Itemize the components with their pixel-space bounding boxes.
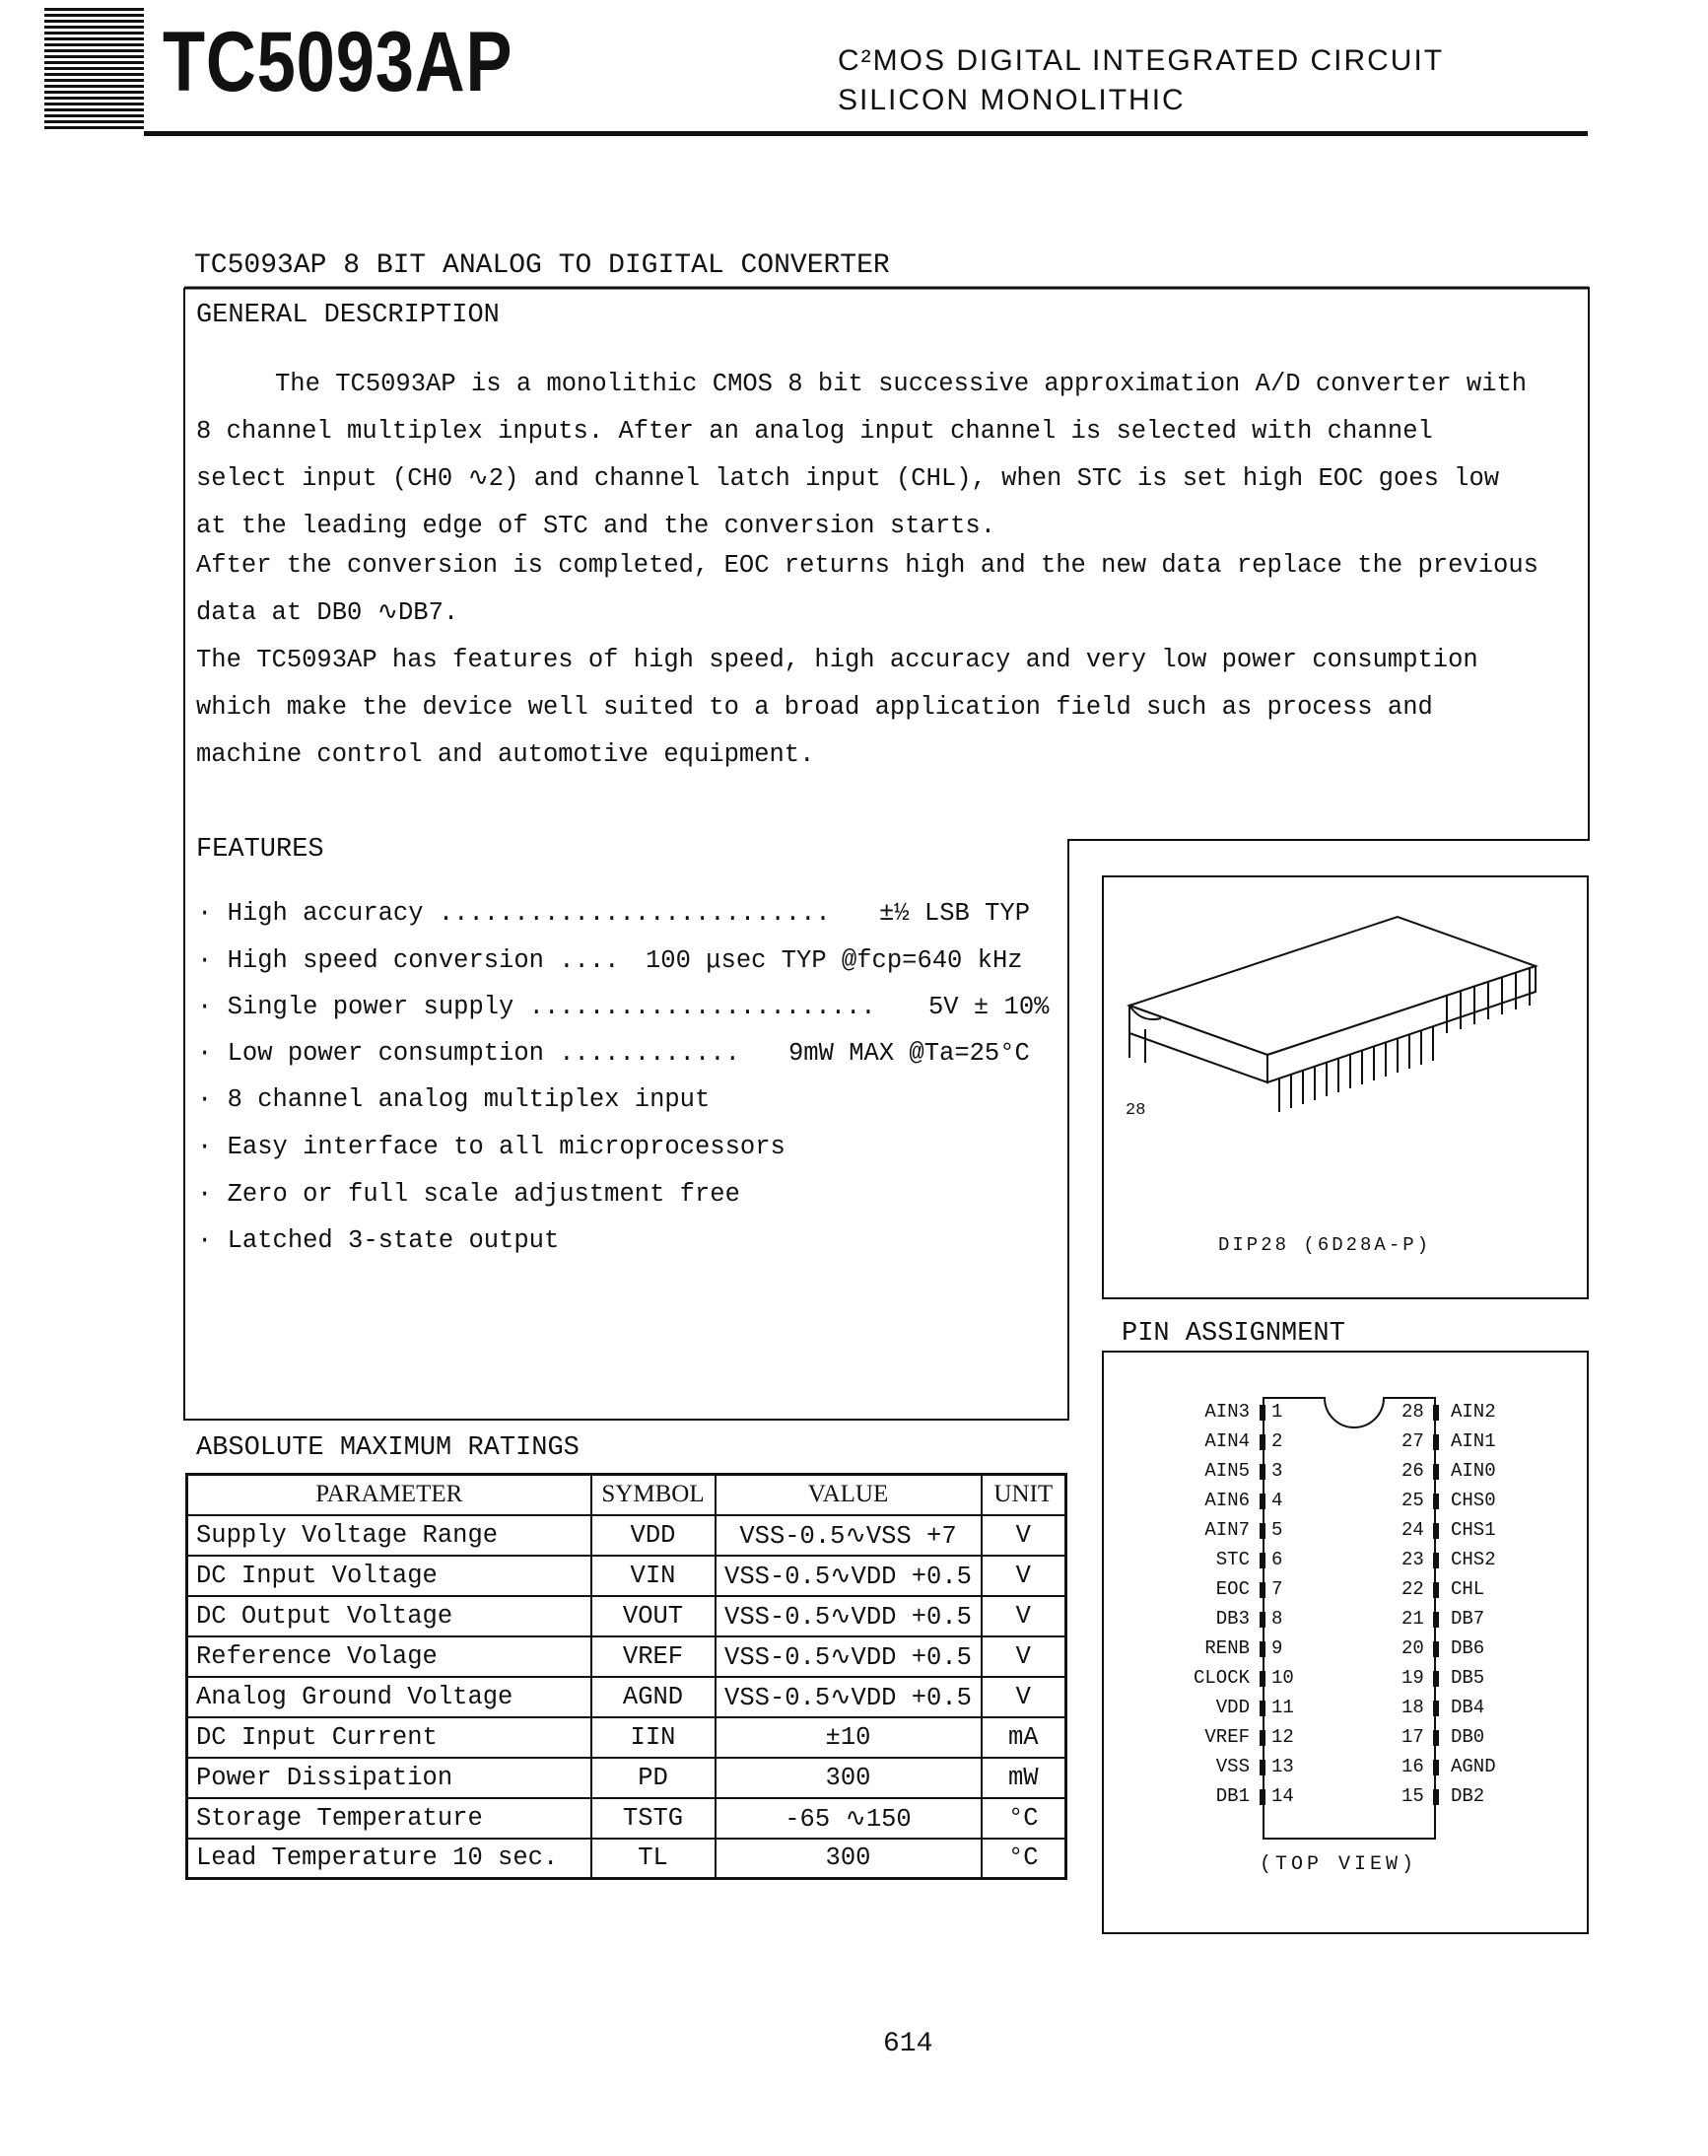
gd-line: select input (CH0 ∿2) and channel latch input (CHL), when STC is set high EOC goes low xyxy=(196,464,1500,493)
table-row xyxy=(187,1717,1066,1758)
cell-unit: °C xyxy=(982,1798,1066,1839)
cell-symbol: VREF xyxy=(591,1636,716,1677)
pin-mark xyxy=(1260,1612,1265,1628)
pin-mark xyxy=(1260,1582,1265,1598)
pin-name: AIN5 xyxy=(1204,1460,1250,1482)
gd-line: machine control and automotive equipment. xyxy=(196,740,815,769)
table-row xyxy=(187,1556,1066,1596)
pin-mark xyxy=(1433,1464,1439,1480)
pin-number: 13 xyxy=(1271,1756,1294,1777)
pin-assignment-heading: PIN ASSIGNMENT xyxy=(1122,1319,1345,1349)
gd-line: The TC5093AP is a monolithic CMOS 8 bit successive approximation A/D converter with xyxy=(275,370,1528,398)
cell-parameter: Reference Volage xyxy=(187,1636,591,1677)
cell-symbol: VIN xyxy=(591,1556,716,1596)
pin-name: DB6 xyxy=(1451,1637,1485,1659)
cell-parameter: DC Input Voltage xyxy=(187,1556,591,1596)
cell-symbol: TL xyxy=(591,1839,716,1879)
cell-unit: mA xyxy=(982,1717,1066,1758)
pin-mark xyxy=(1433,1494,1439,1509)
pin-name: STC xyxy=(1215,1549,1250,1570)
col-header-value: VALUE xyxy=(716,1475,982,1515)
pin-mark xyxy=(1260,1434,1265,1450)
pin-mark xyxy=(1433,1701,1439,1716)
pin-name: CHL xyxy=(1451,1578,1485,1600)
feature-label: · Latched 3-state output xyxy=(197,1226,560,1255)
pin-number: 21 xyxy=(1401,1608,1424,1630)
feature-label: · Low power consumption ............ xyxy=(197,1039,740,1068)
pin-mark xyxy=(1433,1612,1439,1628)
pin-mark xyxy=(1433,1730,1439,1746)
pin-name: RENB xyxy=(1204,1637,1250,1659)
pin-number: 26 xyxy=(1401,1460,1424,1482)
pin-name: DB4 xyxy=(1451,1697,1485,1718)
pin-number: 3 xyxy=(1271,1460,1283,1482)
cell-value: VSS-0.5∿VSS +7 xyxy=(716,1515,982,1556)
pin-number: 27 xyxy=(1401,1430,1424,1452)
pin-diagram-caption: (TOP VIEW) xyxy=(1260,1853,1418,1876)
header-line-1: C²MOS DIGITAL INTEGRATED CIRCUIT xyxy=(838,44,1445,77)
pin-mark xyxy=(1260,1523,1265,1539)
pin-number: 24 xyxy=(1401,1519,1424,1541)
pin-mark xyxy=(1260,1405,1265,1421)
feature-label: · Single power supply ....................... xyxy=(197,993,876,1021)
part-number: TC5093AP xyxy=(163,15,513,109)
pin-name: AIN1 xyxy=(1451,1430,1496,1452)
gd-line: After the conversion is completed, EOC returns high and the new data replace the previous xyxy=(196,551,1538,580)
cell-value: 300 xyxy=(716,1758,982,1798)
cell-value: VSS-0.5∿VDD +0.5 xyxy=(716,1677,982,1717)
table-row xyxy=(187,1758,1066,1798)
pin-mark xyxy=(1260,1671,1265,1687)
cell-unit: V xyxy=(982,1515,1066,1556)
pin-mark xyxy=(1260,1464,1265,1480)
cell-symbol: TSTG xyxy=(591,1798,716,1839)
pin-mark xyxy=(1433,1641,1439,1657)
page-number: 614 xyxy=(883,2029,933,2059)
package-caption: DIP28 (6D28A-P) xyxy=(1218,1234,1432,1256)
cell-parameter: DC Output Voltage xyxy=(187,1596,591,1636)
pin-number: 22 xyxy=(1401,1578,1424,1600)
cell-unit: mW xyxy=(982,1758,1066,1798)
pin-name: DB0 xyxy=(1451,1726,1485,1748)
pin-mark xyxy=(1433,1789,1439,1805)
pin-mark xyxy=(1260,1701,1265,1716)
cell-value: VSS-0.5∿VDD +0.5 xyxy=(716,1596,982,1636)
cell-parameter: Lead Temperature 10 sec. xyxy=(187,1839,591,1879)
table-header-row xyxy=(187,1475,1066,1515)
feature-value: ±½ LSB TYP xyxy=(879,899,1031,928)
table-row xyxy=(187,1839,1066,1879)
pin-number: 8 xyxy=(1271,1608,1283,1630)
table-row xyxy=(187,1515,1066,1556)
pin-name: AIN0 xyxy=(1451,1460,1496,1482)
pin-number: 6 xyxy=(1271,1549,1283,1570)
cell-parameter: Analog Ground Voltage xyxy=(187,1677,591,1717)
cell-value: VSS-0.5∿VDD +0.5 xyxy=(716,1636,982,1677)
feature-label: · Zero or full scale adjustment free xyxy=(197,1180,740,1209)
pin-name: AGND xyxy=(1451,1756,1496,1777)
cell-symbol: IIN xyxy=(591,1717,716,1758)
document-title: TC5093AP 8 BIT ANALOG TO DIGITAL CONVERTER xyxy=(194,250,890,281)
col-header-symbol: SYMBOL xyxy=(591,1475,716,1515)
pin-number: 20 xyxy=(1401,1637,1424,1659)
table-row xyxy=(187,1798,1066,1839)
pin-number: 17 xyxy=(1401,1726,1424,1748)
pin-mark xyxy=(1260,1553,1265,1568)
pin-name: AIN7 xyxy=(1204,1519,1250,1541)
feature-value: 5V ± 10% xyxy=(928,993,1050,1021)
pin-name: CLOCK xyxy=(1193,1667,1250,1689)
feature-value: 9mW MAX @Ta=25°C xyxy=(788,1039,1030,1068)
pin-name: DB7 xyxy=(1451,1608,1485,1630)
pin-name: VSS xyxy=(1215,1756,1250,1777)
general-description-heading: GENERAL DESCRIPTION xyxy=(196,301,500,330)
pin-name: AIN2 xyxy=(1451,1401,1496,1423)
pin-name: CHS1 xyxy=(1451,1519,1496,1541)
pin-name: DB2 xyxy=(1451,1785,1485,1807)
pin-number: 23 xyxy=(1401,1549,1424,1570)
pin-mark xyxy=(1433,1553,1439,1568)
cell-unit: V xyxy=(982,1596,1066,1636)
gd-line: The TC5093AP has features of high speed, high accuracy and very low power consumption xyxy=(196,646,1478,674)
pin-name: EOC xyxy=(1215,1578,1250,1600)
cell-value: 300 xyxy=(716,1839,982,1879)
pin-mark xyxy=(1260,1789,1265,1805)
gd-line: which make the device well suited to a broad application field such as process and xyxy=(196,693,1433,722)
absolute-maximum-ratings-table xyxy=(185,1473,1067,1880)
gd-line: data at DB0 ∿DB7. xyxy=(196,598,459,627)
pin-number: 11 xyxy=(1271,1697,1294,1718)
pin-28-marker: 28 xyxy=(1126,1101,1146,1120)
pin-mark xyxy=(1433,1582,1439,1598)
features-heading: FEATURES xyxy=(196,835,324,865)
gd-line: 8 channel multiplex inputs. After an analog input channel is selected with channel xyxy=(196,417,1433,446)
feature-label: · Easy interface to all microprocessors xyxy=(197,1133,786,1161)
pin-name: CHS2 xyxy=(1451,1549,1496,1570)
pin-number: 19 xyxy=(1401,1667,1424,1689)
feature-label: · High speed conversion .... xyxy=(197,946,620,975)
pin-number: 28 xyxy=(1401,1401,1424,1423)
col-header-parameter: PARAMETER xyxy=(187,1475,591,1515)
table-row xyxy=(187,1677,1066,1717)
cell-unit: V xyxy=(982,1677,1066,1717)
pin-number: 1 xyxy=(1271,1401,1283,1423)
pin-mark xyxy=(1260,1494,1265,1509)
pin-name: CHS0 xyxy=(1451,1490,1496,1511)
feature-label: · High accuracy .......................... xyxy=(197,899,831,928)
cell-value: -65 ∿150 xyxy=(716,1798,982,1839)
cell-symbol: AGND xyxy=(591,1677,716,1717)
pin-number: 9 xyxy=(1271,1637,1283,1659)
feature-value: 100 μsec TYP @fcp=640 kHz xyxy=(646,946,1023,975)
pin-mark xyxy=(1260,1641,1265,1657)
pin-mark xyxy=(1433,1434,1439,1450)
pin-number: 15 xyxy=(1401,1785,1424,1807)
pin-name: AIN4 xyxy=(1204,1430,1250,1452)
table-row xyxy=(187,1596,1066,1636)
pin-mark xyxy=(1433,1671,1439,1687)
pin-mark xyxy=(1433,1760,1439,1775)
gd-line: at the leading edge of STC and the conversion starts. xyxy=(196,512,996,540)
pin-number: 10 xyxy=(1271,1667,1294,1689)
pin-name: DB1 xyxy=(1215,1785,1250,1807)
pin-mark xyxy=(1260,1760,1265,1775)
pin-name: AIN6 xyxy=(1204,1490,1250,1511)
pin-mark xyxy=(1433,1405,1439,1421)
col-header-unit: UNIT xyxy=(982,1475,1066,1515)
cell-parameter: DC Input Current xyxy=(187,1717,591,1758)
cell-unit: V xyxy=(982,1556,1066,1596)
ratings-heading: ABSOLUTE MAXIMUM RATINGS xyxy=(196,1433,580,1463)
cell-value: ±10 xyxy=(716,1717,982,1758)
pin-number: 14 xyxy=(1271,1785,1294,1807)
cell-unit: V xyxy=(982,1636,1066,1677)
pin-number: 25 xyxy=(1401,1490,1424,1511)
feature-label: · 8 channel analog multiplex input xyxy=(197,1085,711,1114)
pin-name: DB3 xyxy=(1215,1608,1250,1630)
pin-number: 5 xyxy=(1271,1519,1283,1541)
pin-name: VREF xyxy=(1204,1726,1250,1748)
pin-name: DB5 xyxy=(1451,1667,1485,1689)
table-row xyxy=(187,1636,1066,1677)
header-line-2: SILICON MONOLITHIC xyxy=(838,84,1186,116)
cell-unit: °C xyxy=(982,1839,1066,1879)
pin-number: 12 xyxy=(1271,1726,1294,1748)
pin-number: 4 xyxy=(1271,1490,1283,1511)
pin-number: 18 xyxy=(1401,1697,1424,1718)
cell-symbol: VOUT xyxy=(591,1596,716,1636)
pin-mark xyxy=(1260,1730,1265,1746)
pin-number: 2 xyxy=(1271,1430,1283,1452)
cell-value: VSS-0.5∿VDD +0.5 xyxy=(716,1556,982,1596)
pin-number: 7 xyxy=(1271,1578,1283,1600)
cell-parameter: Power Dissipation xyxy=(187,1758,591,1798)
cell-parameter: Storage Temperature xyxy=(187,1798,591,1839)
pin-mark xyxy=(1433,1523,1439,1539)
pin-number: 16 xyxy=(1401,1756,1424,1777)
pin-name: AIN3 xyxy=(1204,1401,1250,1423)
cell-parameter: Supply Voltage Range xyxy=(187,1515,591,1556)
cell-symbol: PD xyxy=(591,1758,716,1798)
pin-name: VDD xyxy=(1215,1697,1250,1718)
cell-symbol: VDD xyxy=(591,1515,716,1556)
